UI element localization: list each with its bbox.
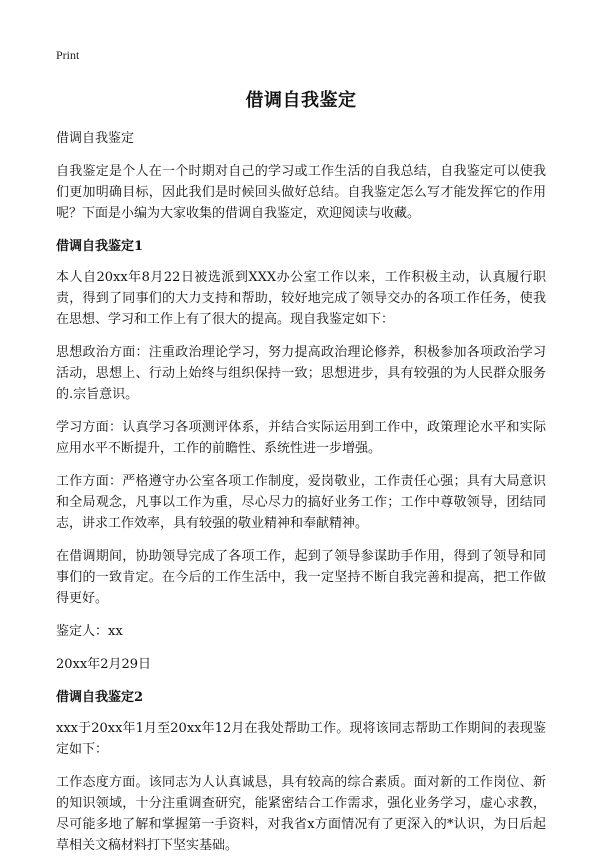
section-1-heading: 借调自我鉴定1 xyxy=(56,239,144,254)
print-link[interactable]: Print xyxy=(56,48,80,62)
section-1-paragraph-4: 工作方面：严格遵守办公室各项工作制度，爱岗敬业，工作责任心强；具有大局意识和全局观念，凡事以工作为重，尽心尽力的搞好业务工作；工作中尊敬领导，团结同志，讲求工作效率，具有较强的敬业精神和奉献精神。 xyxy=(56,474,546,531)
section-1-paragraph-2: 思想政治方面：注重政治理论学习，努力提高政治理论修养，积极参加各项政治学习活动，思想上、行动上始终与组织保持一致；思想进步，具有较强的为人民群众服务的.宗旨意识。 xyxy=(56,345,546,402)
document-subtitle: 借调自我鉴定 xyxy=(56,131,135,146)
section-1-paragraph-5: 在借调期间，协助领导完成了各项工作，起到了领导参谋助手作用，得到了领导和同事们的一致肯定。在今后的工作生活中，我一定坚持不断自我完善和提高，把工作做得更好。 xyxy=(56,549,546,606)
section-1-date: 20xx年2月29日 xyxy=(56,657,152,672)
section-2-heading: 借调自我鉴定2 xyxy=(56,690,144,705)
section-1-signer: 鉴定人：xx xyxy=(56,624,123,639)
section-2-paragraph-2: 工作态度方面。该同志为人认真诚恳，具有较高的综合素质。面对新的工作岗位、新的知识领域，十分注重调查研究，能紧密结合工作需求，强化业务学习，虚心求教，尽可能多地了解和掌握第一手资料，对我省x方面情况有了更深入的*认识，为日后起草相关文稿材料打下坚实基础。 xyxy=(56,775,546,853)
section-1-paragraph-3: 学习方面：认真学习各项测评体系，并结合实际运用到工作中，政策理论水平和实际应用水平不断提升，工作的前瞻性、系统性进一步增强。 xyxy=(56,420,546,456)
page-title: 借调自我鉴定 xyxy=(245,90,357,111)
section-1-paragraph-1: 本人自20xx年8月22日被选派到XXX办公室工作以来，工作积极主动，认真履行职责，得到了同事们的大力支持和帮助，较好地完成了领导交办的各项工作任务，使我在思想、学习和工作上有了很大的提高。现自我鉴定如下： xyxy=(56,270,546,327)
section-2-paragraph-1: xxx于20xx年1月至20xx年12月在我处帮助工作。现将该同志帮助工作期间的表现鉴定如下： xyxy=(56,721,546,757)
intro-paragraph: 自我鉴定是个人在一个时期对自己的学习或工作生活的自我总结，自我鉴定可以使我们更加明确目标，因此我们是时候回头做好总结。自我鉴定怎么写才能发挥它的作用呢？下面是小编为大家收集的借调自我鉴定，欢迎阅读与收藏。 xyxy=(56,164,546,221)
